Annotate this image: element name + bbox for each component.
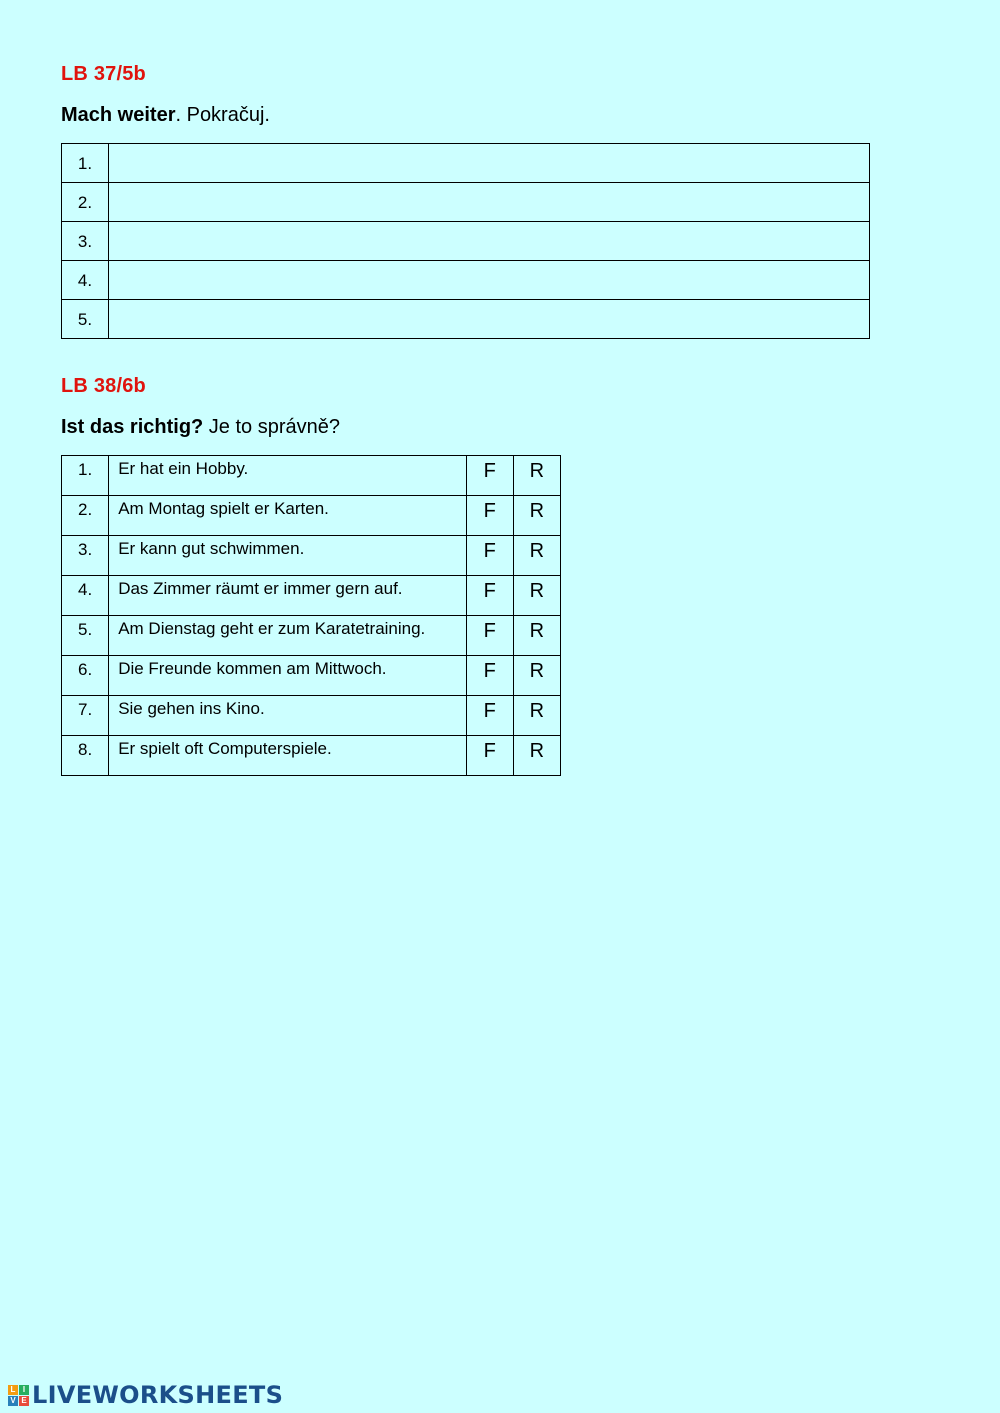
answer-field[interactable] (108, 183, 869, 222)
logo-block: E (19, 1396, 29, 1406)
true-option[interactable]: R (513, 656, 560, 696)
false-option[interactable]: F (466, 696, 513, 736)
false-option[interactable]: F (466, 576, 513, 616)
row-number: 1. (62, 144, 109, 183)
true-option[interactable]: R (513, 496, 560, 536)
row-number: 5. (62, 616, 109, 656)
true-option[interactable]: R (513, 456, 560, 496)
row-number: 4. (62, 576, 109, 616)
row-number: 7. (62, 696, 109, 736)
table-row (62, 300, 870, 339)
false-option[interactable]: F (466, 496, 513, 536)
table-row (62, 696, 561, 736)
row-number: 2. (62, 496, 109, 536)
statement-text: Er spielt oft Computerspiele. (109, 736, 466, 776)
logo-block: V (8, 1396, 18, 1406)
false-option[interactable]: F (466, 536, 513, 576)
section1-code: LB 37/5b (61, 63, 146, 85)
statement-text: Er kann gut schwimmen. (109, 536, 466, 576)
table-row (62, 576, 561, 616)
row-number: 4. (62, 261, 109, 300)
logo-blocks-icon (8, 1385, 29, 1406)
statement-text: Sie gehen ins Kino. (109, 696, 466, 736)
true-option[interactable]: R (513, 736, 560, 776)
answer-field[interactable] (108, 300, 869, 339)
section1-instruction-rest: . Pokračuj. (175, 104, 270, 126)
true-option[interactable]: R (513, 616, 560, 656)
table-row (62, 261, 870, 300)
row-number: 2. (62, 183, 109, 222)
table-row (62, 656, 561, 696)
true-option[interactable]: R (513, 576, 560, 616)
row-number: 1. (62, 456, 109, 496)
table-row (62, 736, 561, 776)
statement-text: Die Freunde kommen am Mittwoch. (109, 656, 466, 696)
logo-block: L (8, 1385, 18, 1395)
table-row (62, 456, 561, 496)
true-false-table (61, 455, 561, 776)
section1-instruction (61, 104, 270, 127)
logo-block: I (19, 1385, 29, 1395)
table-row (62, 616, 561, 656)
section2-instruction-bold: Ist das richtig? (61, 416, 204, 438)
table-row (62, 144, 870, 183)
false-option[interactable]: F (466, 616, 513, 656)
logo-text: LIVEWORKSHEETS (32, 1381, 284, 1409)
statement-text: Am Montag spielt er Karten. (109, 496, 466, 536)
row-number: 6. (62, 656, 109, 696)
answer-field[interactable] (108, 261, 869, 300)
answer-field[interactable] (108, 222, 869, 261)
row-number: 8. (62, 736, 109, 776)
table-row (62, 496, 561, 536)
false-option[interactable]: F (466, 736, 513, 776)
statement-text: Das Zimmer räumt er immer gern auf. (109, 576, 466, 616)
true-option[interactable]: R (513, 536, 560, 576)
row-number: 5. (62, 300, 109, 339)
true-option[interactable]: R (513, 696, 560, 736)
table-row (62, 183, 870, 222)
liveworksheets-logo[interactable] (8, 1381, 283, 1409)
table-row (62, 222, 870, 261)
row-number: 3. (62, 536, 109, 576)
row-number: 3. (62, 222, 109, 261)
section2-instruction (61, 416, 340, 439)
false-option[interactable]: F (466, 656, 513, 696)
table-row (62, 536, 561, 576)
section2-instruction-rest: Je to správně? (203, 416, 340, 438)
answer-table (61, 143, 870, 339)
answer-field[interactable] (108, 144, 869, 183)
statement-text: Er hat ein Hobby. (109, 456, 466, 496)
false-option[interactable]: F (466, 456, 513, 496)
statement-text: Am Dienstag geht er zum Karatetraining. (109, 616, 466, 656)
section1-instruction-bold: Mach weiter (61, 104, 176, 126)
section2-code: LB 38/6b (61, 375, 146, 397)
